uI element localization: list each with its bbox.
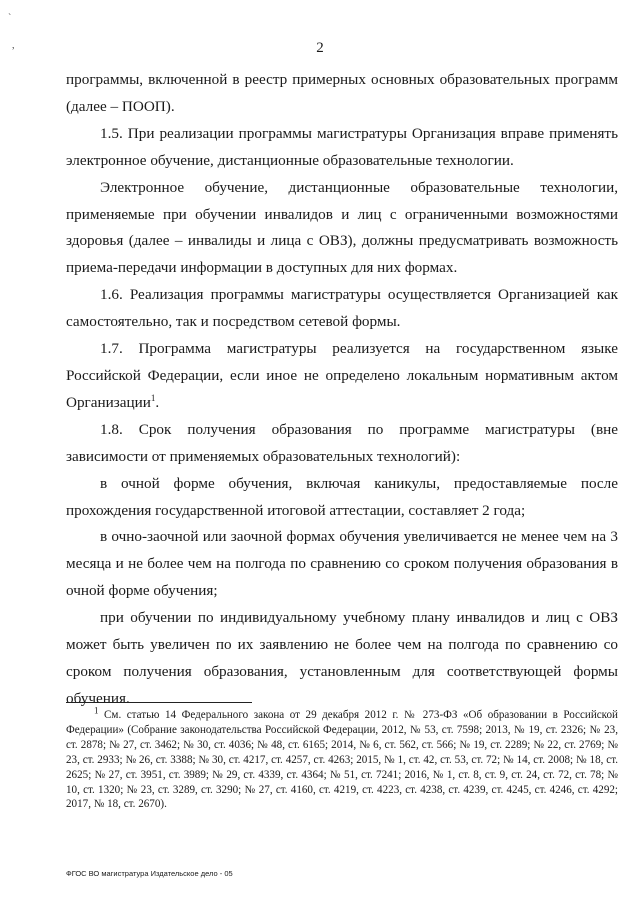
- footnote-divider: [66, 702, 252, 703]
- paragraph-text: 1.7. Программа магистратуры реализуется на государственном языке Российской Федерации, если иное не определено локальным нормативным актом Организации: [66, 340, 618, 411]
- paragraph: в очно-заочной или заочной формах обучения увеличивается не менее чем на 3 месяца и не более чем на полгода по сравнению со сроком получения образования в очной форме обучения;: [66, 528, 618, 600]
- paragraph-with-footnote: [66, 336, 618, 417]
- paragraph: 1.6. Реализация программы магистратуры осуществляется Организацией как самостоятельно, так и посредством сетевой формы.: [66, 286, 618, 331]
- paragraph-end: .: [155, 393, 160, 411]
- paragraph: 1.8. Срок получения образования по программе магистратуры (вне зависимости от применяемых образовательных технологий):: [66, 420, 618, 465]
- paragraph: в очной форме обучения, включая каникулы, предоставляемые после прохождения государственной итоговой аттестации, составляет 2 года;: [66, 474, 618, 519]
- footnote-text: См. статью 14 Федерального закона от 29 декабря 2012 г. № 273-ФЗ «Об образовании в Российской Федерации» (Собрание законодательства Российской Федерации, 2012, № 53, ст. 7598; 2013, № 19, ст. 2326; № 23, ст. 2878; № 27, ст. 3462; № 30, ст. 4036; № 48, ст. 6165; 2014, № 6, ст. 562, ст. 566; № 19, ст. 2289; № 22, ст. 2769; № 23, ст. 2933; № 26, ст. 3388; № 30, ст. 4217, ст. 4257, ст. 4263; 2015, № 1, ст. 42, ст. 53, ст. 72; № 14, ст. 2008; № 18, ст. 2625; № 27, ст. 3951, ст. 3989; № 29, ст. 4339, ст. 4364; № 51, ст. 7241; 2016, № 1, ст. 8, ст. 9, ст. 24, ст. 72, ст. 78; № 10, ст. 1320; № 23, ст. 3289, ст. 3290; № 27, ст. 4160, ст. 4219, ст. 4223, ст. 4238, ст. 4239, ст. 4245, ст. 4246, ст. 4292; 2017, № 18, ст. 2670).: [66, 709, 618, 811]
- paragraph: при обучении по индивидуальному учебному плану инвалидов и лиц с ОВЗ может быть увеличен по их заявлению не более чем на полгода по сравнению со сроком получения образования, установленным для соответствующей формы обучения.: [66, 609, 618, 707]
- page-number: 2: [316, 40, 324, 56]
- page-footer: ФГОС ВО магистратура Издательское дело - 05: [66, 869, 233, 878]
- footnote: [66, 705, 618, 812]
- footnote-marker: 1: [94, 705, 99, 716]
- paragraph: 1.5. При реализации программы магистратуры Организация вправе применять электронное обучение, дистанционные образовательные технологии.: [66, 124, 618, 169]
- paragraph: программы, включенной в реестр примерных основных образовательных программ (далее – ПООП).: [66, 71, 618, 115]
- scan-speck: `: [8, 13, 12, 24]
- paragraph: Электронное обучение, дистанционные образовательные технологии, применяемые при обучении инвалидов и лиц с ограниченными возможностями здоровья (далее – инвалиды и лица с ОВЗ), должны предусматривать возможность приема-передачи информации в доступных для них формах.: [66, 178, 618, 277]
- document-body: [66, 67, 618, 716]
- scan-speck: ,: [12, 40, 15, 51]
- footnote-reference[interactable]: 1: [150, 392, 156, 403]
